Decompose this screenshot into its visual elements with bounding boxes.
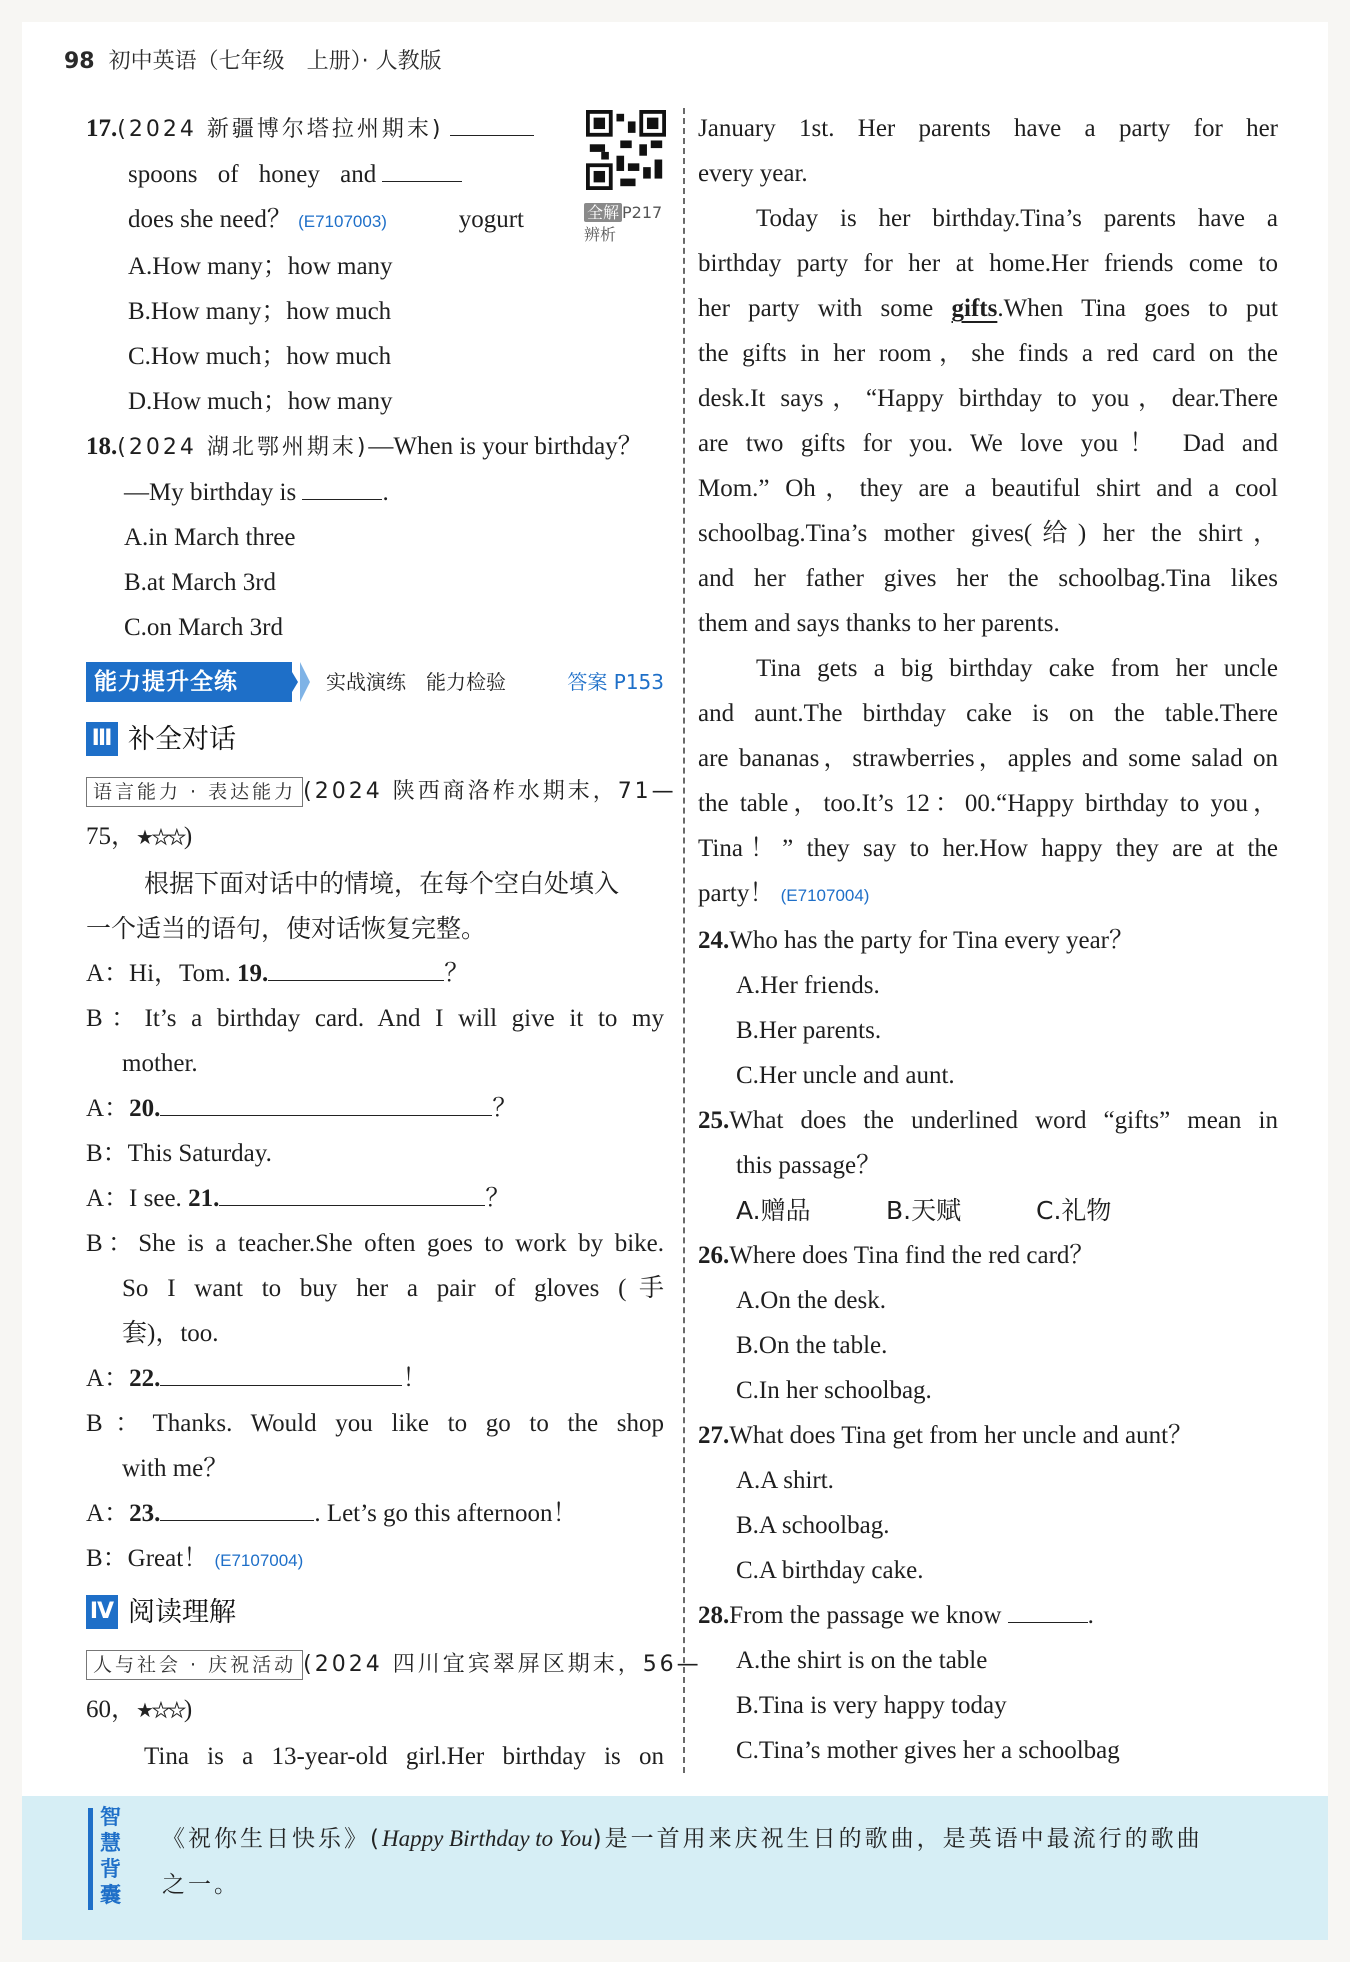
question-code: (E7107003) (298, 212, 387, 231)
chevron-icon (300, 662, 310, 702)
option[interactable]: B.Tina is very happy today (736, 1692, 1007, 1719)
dialogue: A：Hi，Tom. 19. ？ B：It’s a birthday card. And I will give it to my mother. A：20. ？ B：This Saturday. A：I see. 21. ？ B：She is a teacher.She often goes to work by bike. So I want to buy her a pair of gloves (手 套)，too. A：22. ！ B：Thanks. Would you like to go to the shop with me？ A：23. . Let’s go this afternoon！ B：Great！ (E7107004) (86, 960, 664, 1572)
banner-title: 能力提升全练 (86, 662, 292, 702)
option[interactable]: C.How much；how much (128, 343, 392, 370)
option[interactable]: A.the shirt is on the table (736, 1647, 988, 1674)
option[interactable]: C.Her uncle and aunt. (736, 1062, 955, 1089)
star-outline-icon: ★★ (151, 827, 184, 849)
question-25: 25.What does the underlined word “gifts” mean in this passage？ A.赠品 B.天赋 C.礼物 (698, 1098, 1278, 1233)
question-17: 17.(2024 新疆博尔塔拉州期末) spoons of honey and yogurt does she need？ (E7107003) A.How many；how many B.How many；how much C.How much；how much D.How much；how many (86, 106, 664, 424)
qr-code-icon (586, 110, 666, 190)
right-column (698, 106, 1278, 1773)
source: (2024 湖北鄂州期末) (117, 435, 369, 460)
qr-label: 全解 P217 辨析 (584, 203, 679, 244)
banner-subtitle: 实战演练 能力检验 (326, 670, 506, 694)
left-column: 全解 P217 辨析 17.(2024 新疆博尔塔拉州期末) spoons of honey and yogurt does she need？ (E7107003) A.How many；how many B.How many；how much C.How much；how much D.How much；how many 18.(2024 湖北鄂州期末)—When is your birthday？ —My birthday is . A.in March three B.at March 3rd C.on March 3rd 能力提升全练 实战演练 能力检验 答案 P153 Ⅲ 补全对话 语言能力 · 表达能力 (2024 陕西商洛柞水期末，71— 75，★★★) 根据下面对话中的情境，在每个空白处填入 一个适当的语句，使对话恢复完整。 A：Hi，Tom. 19. ？ B：It’s a birthday card. And I will give it to my mother. A：20. ？ B：This Saturday. A：I see. 21. ？ B：She is a teacher.She often goes to work by bike. So I want to buy her a pair of gloves (手 套)，too. A：22. ！ B：Thanks. Would you like to go to the shop with me？ A：23. . Let’s go this afternoon！ B：Great！ (E7107004) Ⅳ 阅读理解 人与社会 · 庆祝活动 (2024 四川宜宾翠屏区期末，56— 60，★★★) Tina is a 13-year-old girl.Her birthday is on (86, 106, 664, 1779)
option[interactable]: C.礼物 (1036, 1196, 1112, 1225)
option[interactable]: A.Her friends. (736, 972, 880, 999)
option[interactable]: B.Her parents. (736, 1017, 882, 1044)
option[interactable]: A.On the desk. (736, 1287, 886, 1314)
tip-text: 《祝你生日快乐》(Happy Birthday to You)是一首用来庆祝生日的歌曲，是英语中最流行的歌曲 之一。 (162, 1826, 1203, 1898)
star-outline-icon: ★★ (151, 1700, 184, 1722)
option[interactable]: C.Tina’s mother gives her a schoolbag (736, 1737, 1120, 1764)
reading-passage: January 1st. Her parents have a party for her every year. Today is her birthday.Tina’s parents have a birthday party for her at home.Her friends come to her party with some gifts.When Tina goes to put the gifts in her room，she finds a red card on the desk.It says，“Happy birthday to you，dear.There are two gifts for you. We love you！ Dad and Mom.” Oh，they are a beautiful shirt and a cool schoolbag.Tina’s mother gives(给) her the shirt， and her father gives her the schoolbag.Tina likes them and says thanks to her parents. Tina gets a big birthday cake from her uncle and aunt.The birthday cake is on the table.There are bananas，strawberries，apples and some salad on the table，too.It’s 12：00.“Happy birthday to you， Tina！” they say to her.How happy they are at the party！ (E7107004) (698, 115, 1278, 907)
option[interactable]: D.How much；how many (128, 388, 393, 415)
underlined-word: gifts (951, 295, 998, 322)
section-banner (86, 660, 664, 706)
chevron-icon (286, 662, 298, 702)
source: (2024 新疆博尔塔拉州期末) (117, 117, 444, 142)
answer-blank-20[interactable] (160, 1093, 492, 1116)
option[interactable]: B.How many；how much (128, 298, 392, 325)
option[interactable]: A.A shirt. (736, 1467, 834, 1494)
passage-line: Tina is a 13-year-old girl.Her birthday is on (144, 1743, 664, 1770)
question-26: 26.Where does Tina find the red card？ A.On the desk. B.On the table. C.In her schoolbag. (698, 1233, 1278, 1413)
song-title: Happy Birthday to You (381, 1826, 593, 1851)
answer-blank[interactable] (302, 477, 382, 500)
answer-blank-23[interactable] (160, 1498, 314, 1521)
option[interactable]: B.A schoolbag. (736, 1512, 890, 1539)
option[interactable]: B.天赋 (886, 1196, 962, 1225)
book-title: 初中英语（七年级 上册）· 人教版 (108, 49, 442, 74)
answer-blank-22[interactable] (160, 1363, 402, 1386)
page-number: 98 (64, 49, 95, 74)
answer-blank[interactable] (382, 159, 462, 182)
skill-tag: 语言能力 · 表达能力 (86, 777, 303, 807)
star-icon: ★ (136, 1700, 152, 1722)
tip-label: 智慧背囊 (100, 1805, 121, 1907)
question-code: (E7107004) (214, 1551, 304, 1570)
answer-blank[interactable] (1008, 1600, 1088, 1623)
answer-blank-19[interactable] (268, 958, 444, 981)
answer-page-link[interactable]: 答案 P153 (567, 670, 664, 694)
section-heading-4: Ⅳ 阅读理解 (86, 1587, 664, 1637)
answer-blank[interactable] (450, 113, 534, 136)
option[interactable]: C.In her schoolbag. (736, 1377, 932, 1404)
skill-tag: 人与社会 · 庆祝活动 (86, 1650, 303, 1680)
option[interactable]: B.On the table. (736, 1332, 888, 1359)
question-24: 24.Who has the party for Tina every year？ A.Her friends. B.Her parents. C.Her uncle and aunt. (698, 918, 1278, 1098)
question-28: 28.From the passage we know . A.the shirt is on the table B.Tina is very happy today C.Tina’s mother gives her a schoolbag (698, 1593, 1278, 1773)
question-code: (E7107004) (780, 886, 870, 905)
option[interactable]: C.on March 3rd (124, 614, 283, 641)
tip-accent-bar (88, 1808, 93, 1910)
star-icon: ★ (136, 827, 152, 849)
section-heading-3: Ⅲ 补全对话 (86, 714, 664, 764)
wisdom-tip-box (22, 1796, 1328, 1940)
option[interactable]: B.at March 3rd (124, 569, 277, 596)
question-18: 18.(2024 湖北鄂州期末)—When is your birthday？ —My birthday is . A.in March three B.at March 3rd C.on March 3rd (86, 424, 664, 650)
question-27: 27.What does Tina get from her uncle and aunt？ A.A shirt. B.A schoolbag. C.A birthday cake. (698, 1413, 1278, 1593)
option[interactable]: A.in March three (124, 524, 296, 551)
answer-blank-21[interactable] (219, 1183, 485, 1206)
column-divider (683, 108, 685, 1773)
page-header (64, 44, 442, 75)
option[interactable]: A.赠品 (736, 1196, 811, 1225)
option[interactable]: C.A birthday cake. (736, 1557, 924, 1584)
option[interactable]: A.How many；how many (128, 253, 393, 280)
